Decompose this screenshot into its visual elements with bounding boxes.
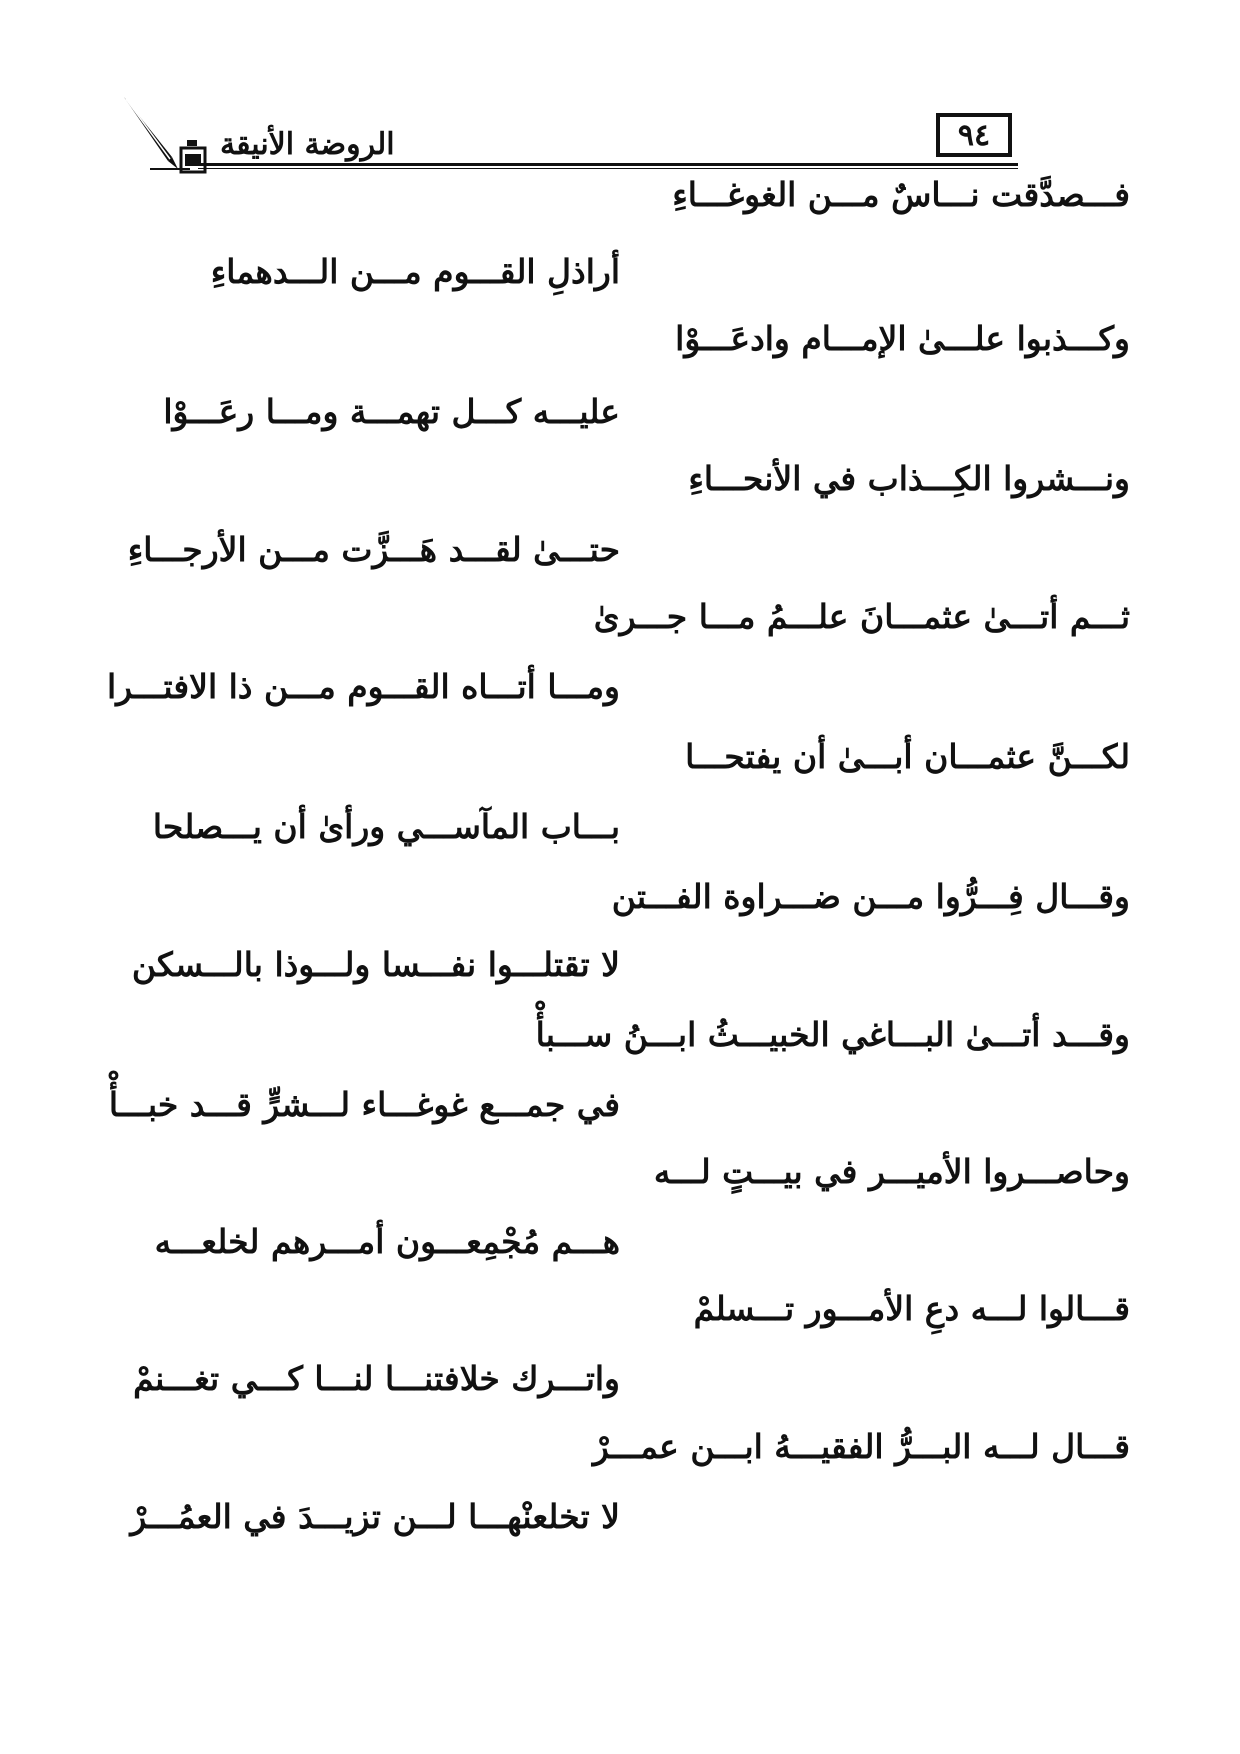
verse-1-second-hemistich: أراذلِ القـــوم مـــن الـــدهماءِ xyxy=(210,252,620,291)
verse-6-first-hemistich: وقـــال فِـــرُّوا مـــن ضـــراوة الفـــتن xyxy=(611,877,1130,916)
verse-7-first-hemistich: وقـــد أتـــىٰ البـــاغي الخبيـــثُ ابـــنُ ســـبأْ xyxy=(535,1015,1130,1054)
verse-3-first-hemistich: ونـــشروا الكِـــذاب في الأنحـــاءِ xyxy=(688,459,1130,498)
verse-9-first-hemistich: قـــالوا لـــه دعِ الأمـــور تـــسلمْ xyxy=(693,1289,1130,1328)
book-title: الروضة الأنيقة xyxy=(220,127,395,162)
verse-8-first-hemistich: وحاصـــروا الأميـــر في بيـــتٍ لـــه xyxy=(653,1152,1130,1191)
page-number xyxy=(936,113,1012,157)
verse-6-second-hemistich: لا تقتلـــوا نفـــسا ولـــوذا بالـــسكن xyxy=(131,945,620,984)
verse-3-second-hemistich: حتـــىٰ لقـــد هَـــزَّت مـــن الأرجـــاءِ xyxy=(127,530,620,569)
verse-2-first-hemistich: وكـــذبوا علـــىٰ الإمـــام وادعَـــوْا xyxy=(675,319,1130,358)
verse-10-second-hemistich: لا تخلعنْهـــا لـــن تزيـــدَ في العمُـــرْ xyxy=(130,1497,620,1536)
verse-5-second-hemistich: بـــاب المآســـي ورأىٰ أن يـــصلحا xyxy=(152,807,620,846)
verse-1-first-hemistich: فـــصدَّقت نـــاسٌ مـــن الغوغـــاءِ xyxy=(672,175,1130,214)
page-header xyxy=(120,95,1120,185)
verse-4-first-hemistich: ثـــم أتـــىٰ عثمـــانَ علـــمُ مـــا جـــرىٰ xyxy=(593,597,1130,636)
verse-8-second-hemistich: هـــم مُجْمِعـــون أمـــرهم لخلعـــه xyxy=(154,1222,620,1261)
verse-10-first-hemistich: قـــال لـــه البـــرُّ الفقيـــهُ ابـــن عمـــرْ xyxy=(592,1427,1130,1466)
header-rule xyxy=(198,163,1018,169)
verse-7-second-hemistich: في جمـــع غوغـــاء لـــشرٍّ قـــد خبـــأْ xyxy=(108,1085,620,1124)
verse-9-second-hemistich: واتـــرك خلافتنـــا لنـــا كـــي تغـــنمْ xyxy=(133,1359,620,1398)
verse-4-second-hemistich: ومـــا أتـــاه القـــوم مـــن ذا الافتـــرا xyxy=(107,667,620,706)
page-number-text: ٩٤ xyxy=(957,117,991,153)
verse-5-first-hemistich: لكـــنَّ عثمـــان أبـــىٰ أن يفتحـــا xyxy=(685,737,1130,776)
verse-2-second-hemistich: عليـــه كـــل تهمـــة ومـــا رعَـــوْا xyxy=(163,392,620,431)
